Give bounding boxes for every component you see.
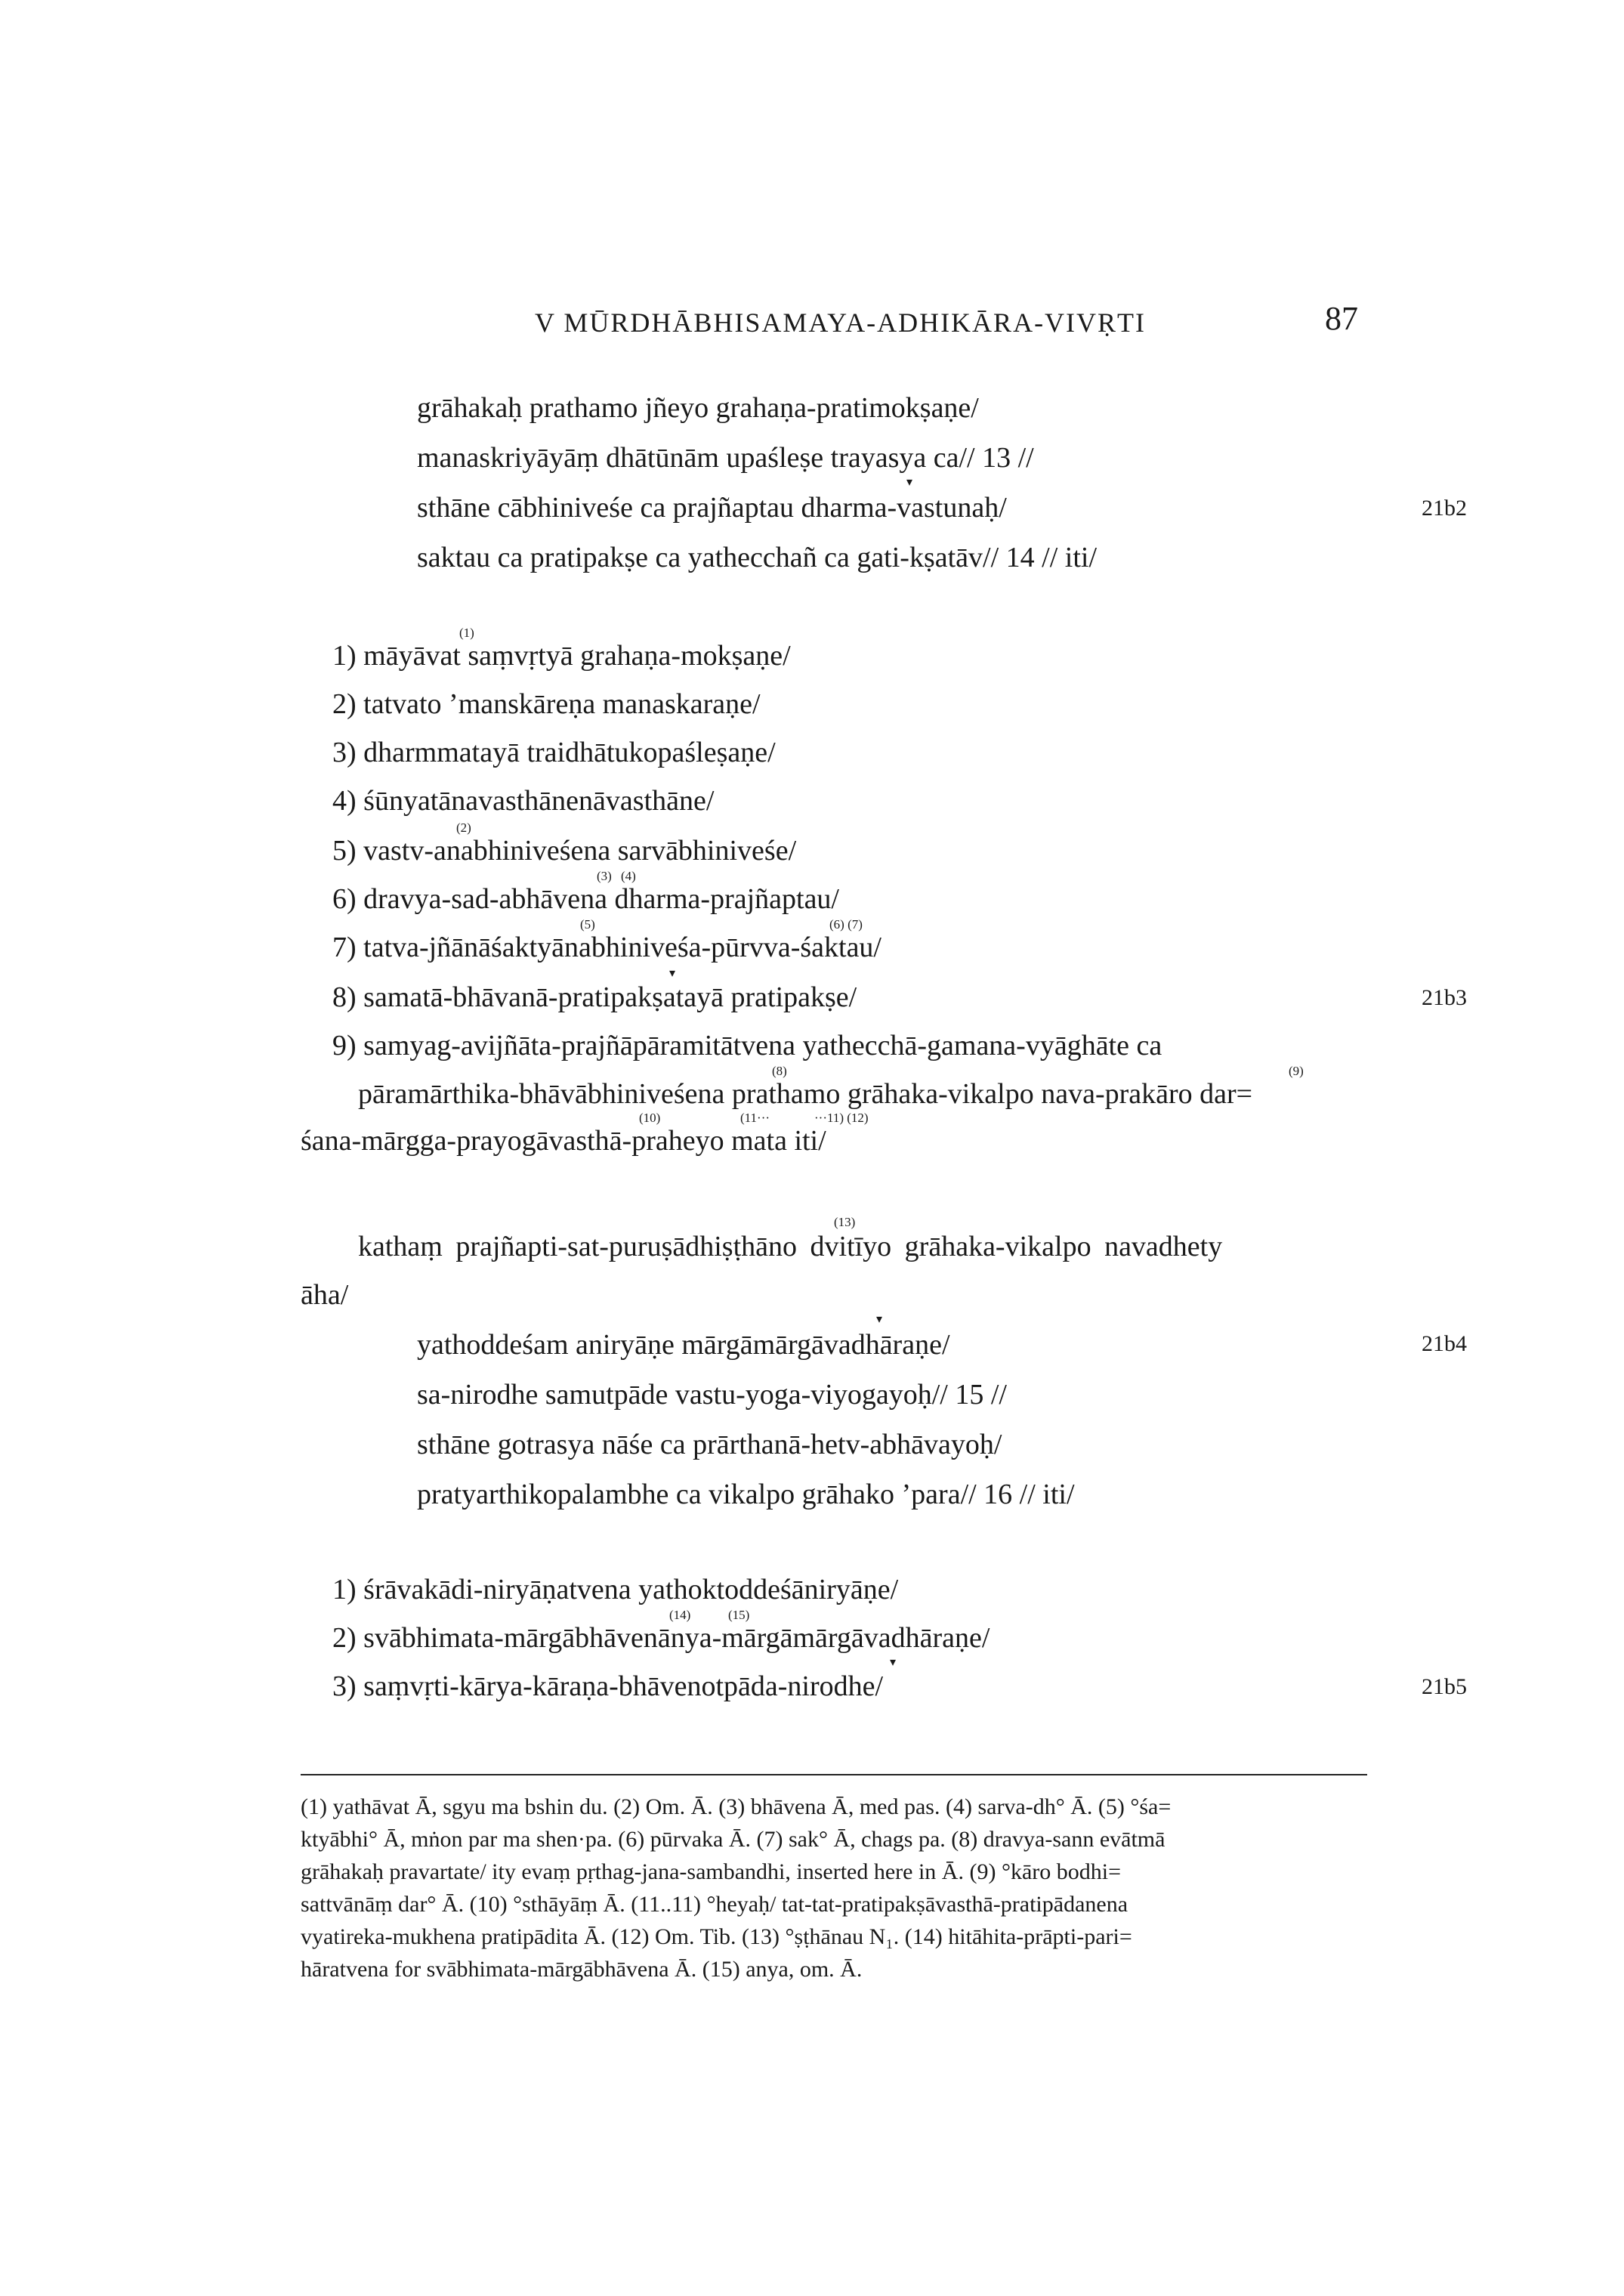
note-marker: (15) [728,1608,750,1622]
footnote-line: sattvānāṃ dar° Ā. (10) °sthāyāṃ Ā. (11..11) °heyaḥ/ tat-tat-pratipakṣāvasthā-pratipādanena [301,1892,1128,1917]
footnote-line: (1) yathāvat Ā, sgyu ma bshin du. (2) Om. Ā. (3) bhāvena Ā, med pas. (4) sarva-dh° Ā. (5) °śa= [301,1794,1172,1819]
note-marker: (13) [834,1215,856,1229]
note-marker: (14) [669,1608,691,1622]
note-marker: (11··· [740,1111,770,1125]
footnotes [301,1791,1373,1985]
verse-line: yathoddeśam aniryāṇe mārgāmārgāvadhāraṇe/ [417,1329,950,1361]
intro-line: kathaṃ prajñapti-sat-puruṣādhiṣṭhāno dvitīyo grāhaka-vikalpo navadhety [358,1231,1223,1262]
note-marker: (6) (7) [829,917,863,932]
commentary-line: 3) dharmmatayā traidhātukopaśleṣaṇe/ [332,737,776,768]
note-marker: (8) [772,1064,787,1078]
note-marker: (1) [459,626,474,640]
footnote-line: vyatireka-mukhena pratipādita Ā. (12) Om. Tib. (13) °ṣṭhānau N₁. (14) hitāhita-prāpti-pari= [301,1924,1132,1949]
commentary-line: pāramārthika-bhāvābhiniveśena prathamo grāhaka-vikalpo nava-prakāro dar= [358,1078,1253,1110]
margin-ref: 21b4 [1422,1331,1467,1356]
footnote-line: hāratvena for svābhimata-mārgābhāvena Ā. (15) anya, om. Ā. [301,1957,863,1982]
margin-ref: 21b2 [1422,496,1467,521]
note-marker: (9) [1289,1064,1304,1078]
section-marker: ▾ [906,476,913,489]
verse-line: manaskriyāyāṃ dhātūnām upaśleṣe trayasya ca// 13 // [417,442,1034,474]
verse-line: pratyarthikopalambhe ca vikalpo grāhako ’para// 16 // iti/ [417,1479,1075,1510]
commentary-line: 3) saṃvṛti-kārya-kāraṇa-bhāvenotpāda-nirodhe/ [332,1670,884,1702]
section-marker: ▾ [876,1313,883,1326]
commentary-line: 2) tatvato ’manskāreṇa manaskaraṇe/ [332,688,761,720]
section-marker: ▾ [669,967,676,980]
commentary-line: 9) samyag-avijñāta-prajñāpāramitātvena yathecchā-gamana-vyāghāte ca [332,1030,1162,1061]
note-marker: (5) [580,917,595,932]
note-marker: (4) [621,869,636,883]
footnote-line: grāhakaḥ pravartate/ ity evaṃ pṛthag-jana-sambandhi, inserted here in Ā. (9) °kāro bodhi= [301,1859,1122,1884]
running-title: V MŪRDHĀBHISAMAYA-ADHIKĀRA-VIVṚTI [535,307,1147,338]
intro-line: āha/ [301,1279,349,1311]
commentary-line: śana-mārgga-prayogāvasthā-praheyo mata iti/ [301,1125,826,1157]
note-marker: (2) [456,820,471,835]
note-marker: (3) [597,869,612,883]
commentary-line: 8) samatā-bhāvanā-pratipakṣatayā pratipakṣe/ [332,981,857,1013]
section-marker: ▾ [890,1656,897,1669]
commentary-line: 1) śrāvakādi-niryāṇatvena yathoktoddeśāniryāṇe/ [332,1574,899,1605]
verse-line: sthāne gotrasya nāśe ca prārthanā-hetv-abhāvayoḥ/ [417,1429,1002,1460]
commentary-line: 1) māyāvat saṃvṛtyā grahaṇa-mokṣaṇe/ [332,640,791,672]
note-marker: (10) [639,1111,661,1125]
note-marker: ···11) (12) [814,1111,869,1125]
margin-ref: 21b3 [1422,985,1467,1010]
margin-ref: 21b5 [1422,1674,1467,1699]
footnote-rule [301,1774,1367,1775]
page-number: 87 [1325,300,1358,337]
verse-line: sa-nirodhe samutpāde vastu-yoga-viyogayoḥ// 15 // [417,1379,1007,1411]
commentary-line: 5) vastv-anabhiniveśena sarvābhiniveśe/ [332,835,797,867]
commentary-line: 7) tatva-jñānāśaktyānabhiniveśa-pūrvva-śaktau/ [332,932,881,963]
commentary-line: 2) svābhimata-mārgābhāvenānya-mārgāmārgāvadhāraṇe/ [332,1622,990,1654]
footnote-line: ktyābhi° Ā, mṅon par ma shen·pa. (6) pūrvaka Ā. (7) sak° Ā, chags pa. (8) dravya-sann evātmā [301,1827,1166,1852]
verse-line: grāhakaḥ prathamo jñeyo grahaṇa-pratimokṣaṇe/ [417,392,979,424]
verse-line: sthāne cābhiniveśe ca prajñaptau dharma-vastunaḥ/ [417,492,1007,524]
commentary-line: 6) dravya-sad-abhāvena dharma-prajñaptau/ [332,883,839,915]
commentary-line: 4) śūnyatānavasthānenāvasthāne/ [332,785,715,817]
verse-line: saktau ca pratipakṣe ca yathecchañ ca gati-kṣatāv// 14 // iti/ [417,542,1097,573]
